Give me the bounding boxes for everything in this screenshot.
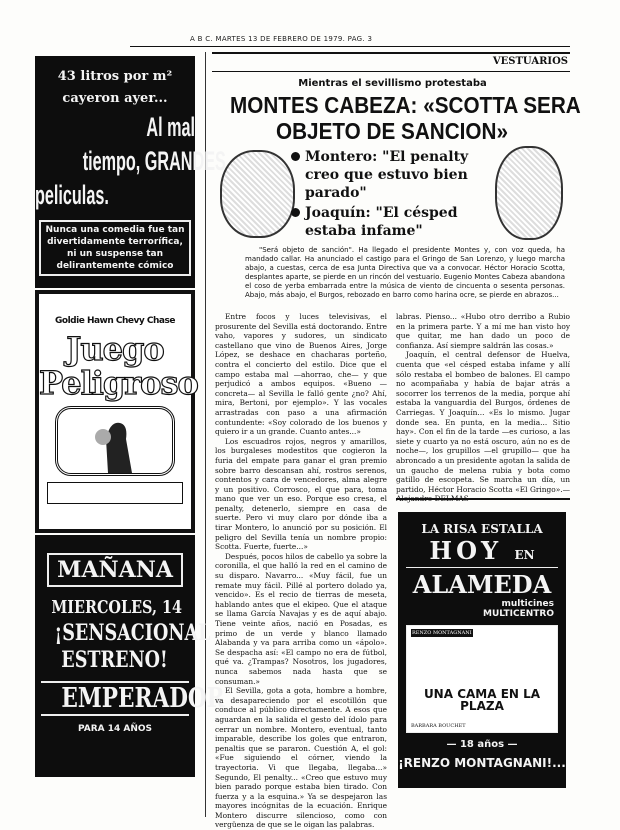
- ad-headline-row: [35, 110, 195, 144]
- ad-row: [35, 597, 195, 619]
- ad-text: cayeron ayer...: [62, 91, 168, 106]
- ad-row: [35, 619, 211, 647]
- ad-text: EN: [514, 548, 535, 562]
- ad-text: MAÑANA: [47, 553, 183, 587]
- poster-title: UNA CAMA EN LA PLAZA: [423, 687, 541, 713]
- age-rating: PARA 14 AÑOS: [77, 724, 153, 734]
- ad-text: HOY: [429, 536, 503, 565]
- weather-cinema-ad: [35, 56, 226, 288]
- article-column-1: [215, 312, 387, 830]
- article-headline: [212, 92, 581, 144]
- theater-row: [41, 681, 225, 716]
- poster-name: RENZO MONTAGNANI: [412, 630, 472, 636]
- headline-line: OBJETO DE SANCION»: [276, 118, 508, 144]
- paragraph: El Sevilla, gota a gota, hombre a hombre, va desapareciendo por el escotillón que conduce al público directamente. A esos que aguardan en la salida el gesto del ídolo para cerrar un nombre. Montero, eventual, tanto imparable, describe los goles que entraron, penaltis que se pararon. Cuestión A, el gol: «Fue siguiendo el córner, viendo la trayectoria. Vi que llegaba, llegaba...» Segundo, El penalty... «Creo que estuvo muy bien parado porque estaba bien tirado. Con fuerza y a la esquina.» Ya se despejaron las mayores incógnitas de la ecuación. Enrique Montero discurre silencioso, como con vergüenza de que se le oigan las palabras.: [215, 686, 387, 830]
- header-rule: [130, 46, 570, 47]
- age-rating: — 18 años —: [446, 739, 518, 750]
- ad-text: multicines: [501, 599, 554, 609]
- joaquin-portrait: [495, 146, 563, 240]
- ad-headline: tiempo, GRANDES: [82, 146, 226, 176]
- dateline: A B C. MARTES 13 DE FEBRERO DE 1979. PAG. 3: [190, 35, 373, 43]
- emperador-ad: [35, 535, 225, 777]
- ad-text: MULTICENTRO: [482, 609, 554, 619]
- paragraph: Joaquín, el central defensor de Huelva, cuenta que «el césped estaba infame y allí sólo restaba el bombeo de balones. El campo no acompañaba y había de bajar atrás a socorrer los terrenos de la media, porque ahí estaba la vanguardia del Burgos, órdenes de Carriegas. Y Joaquín... «Es lo mismo. Jugar donde sea. En punta, en la media... Sitio hay». Con el fin de la tarde —es curioso, a las siete y cuarto ya no está oscuro, aún no es de noche—, los grupillos —el grupillo— que ha abroncado a un presidente agotan la salida de un gaucho de melena rubia y bota como gatillo de escopeta. Se marcha un día, un partido, Héctor Horacio Scotta «El Gringo».—: [396, 350, 570, 494]
- ad-headline-row: [35, 178, 195, 212]
- bullet-icon: [291, 152, 300, 161]
- bullet-text: Montero: "El penalty creo que estuvo bien parado": [305, 149, 469, 201]
- juego-peligroso-ad: [35, 290, 198, 533]
- paragraph: labras. Pienso... «Hubo otro derribo a Rubio en la primera parte. Y a mí me han visto hoy que quitar, me han dado un poco de confianza. Así siempre saldrán las cosas.»: [396, 312, 570, 350]
- ad-headline: Al mal: [146, 112, 195, 142]
- ad-headline: peliculas.: [35, 180, 109, 210]
- highlight-bullet: [305, 148, 495, 202]
- article-end-rule: [396, 498, 570, 500]
- movie-title: Juego: [66, 330, 164, 368]
- ad-hoy: [406, 536, 558, 568]
- alameda-ad: [398, 512, 566, 788]
- ad-text: ¡SENSACIONAL: [54, 620, 211, 646]
- section-label: VESTUARIOS: [492, 56, 568, 67]
- article-intro: "Será objeto de sanción". Ha llegado el presidente Montes y, con voz queda, ha mandado callar. Ha anunciado el castigo para el Gringo de San Lorenzo, y luego marcha abajo, a cuestas, cerca de esa Junta Directiva que va a convocar. Héctor Horacio Scotta, desplantes aparte, se pierde en un rincón del vestuario. Eugenio Montes Cabeza abandona el coso de yerba embarrada entre la música de viento de cincuenta o sesenta personas. Abajo, más abajo, el Burgos, rebozado en barro como harina ocre, se pierde en abrazos...: [245, 246, 565, 299]
- highlight-bullet: [305, 204, 495, 240]
- section-rule: [212, 71, 570, 72]
- ad-tagline: Nunca una comedia fue tan divertidamente terrorífica, ni un suspense tan delirantemente cómico: [39, 220, 191, 276]
- bullet-icon: [291, 208, 300, 217]
- movie-stars: Goldie Hawn Chevy Chase: [55, 316, 175, 326]
- ad-star: ¡RENZO MONTAGNANI!...: [398, 756, 566, 770]
- ad-text: MIERCOLES, 14: [51, 597, 183, 618]
- headline-line: MONTES CABEZA: «SCOTTA SERA: [230, 92, 581, 118]
- paragraph: Entre focos y luces televisivas, el prosurente del Sevilla está doctorando. Entre vaho, vapores y sudores, un sindicato castellano que vino de Buenos Aires, Jorge López, se deshace en chacharas porteño, contra el concierto del estilo. Dice que el campo estaba mal —ahorrao, che— y que perjudicó a ambos equipos. «Bueno —concreta— al Sevilla le falló gente ¿no? Ahí, mira, Bertoni, por ejemplo». Y las vocales arrastradas con paso a una afirmación contundente: «Soy colorado de los buenos y quiero ir a un grande. Cuanto antes...»: [215, 312, 387, 437]
- ad-text: ESTRENO!: [61, 647, 169, 673]
- montes-portrait: [220, 150, 295, 238]
- theater-name: ALAMEDA: [412, 570, 552, 599]
- ad-text: LA RISA ESTALLA: [421, 522, 543, 536]
- bullet-text: Joaquín: "El césped estaba infame": [305, 205, 458, 239]
- ad-headline-row: [35, 144, 226, 178]
- movie-poster: [406, 625, 558, 733]
- section-top-rule: [212, 52, 570, 54]
- movie-credits-block: [47, 482, 183, 504]
- paragraph: Los escuadros rojos, negros y amarillos, los burgaleses modestitos que cogieron la furia del empate para ganar el gran premio sobre barro descansan ahí, rostros serenos, contentos y cara de vencedores, alma alegre y un positivo. Corrosco, el que para, toma mano que ver un eso. Porque eso cresa, el penalty, detenerlo, siempre en casa de suerte. Pero vi muy claro por dónde iba a tirar Montero, lo anunció por su posición. El peligro del Sevilla tenía un nombre propio: Scotta. Fuerte, fuerte...»: [215, 436, 387, 552]
- article-kicker: Mientras el sevillismo protestaba: [298, 78, 487, 89]
- paragraph: Después, pocos hilos de cabello ya sobre la coronilla, el que halló la red en el camino de su disparo. Navarro... «Muy fácil, fue un remate muy fácil. Pillé al portero dolado ya, vencido». Es el recio de tierras de meseta, hablando antes que el ekipeo. Que el ataque se llama García Navajas y es de aquí abajo. Tiene veinte años, nació en Posadas, es primo de un verde y blanco llamado Alabanda y va para arriba como un «ápolo». Se despacha así: «El campo no era de fútbol, qué va. ¿Trampas? Nosotros, los jugadores, nunca sabemos nada hasta que se consuman.»: [215, 551, 387, 686]
- ad-text: 43 litros por m²: [57, 69, 173, 84]
- ad-row: [35, 647, 195, 673]
- article-column-2: [396, 312, 570, 494]
- movie-illustration: [55, 406, 175, 476]
- poster-credit: BARBARA BOUCHET: [411, 723, 466, 729]
- theater-name: EMPERADOR: [61, 683, 225, 714]
- movie-title: Peligroso: [39, 364, 198, 402]
